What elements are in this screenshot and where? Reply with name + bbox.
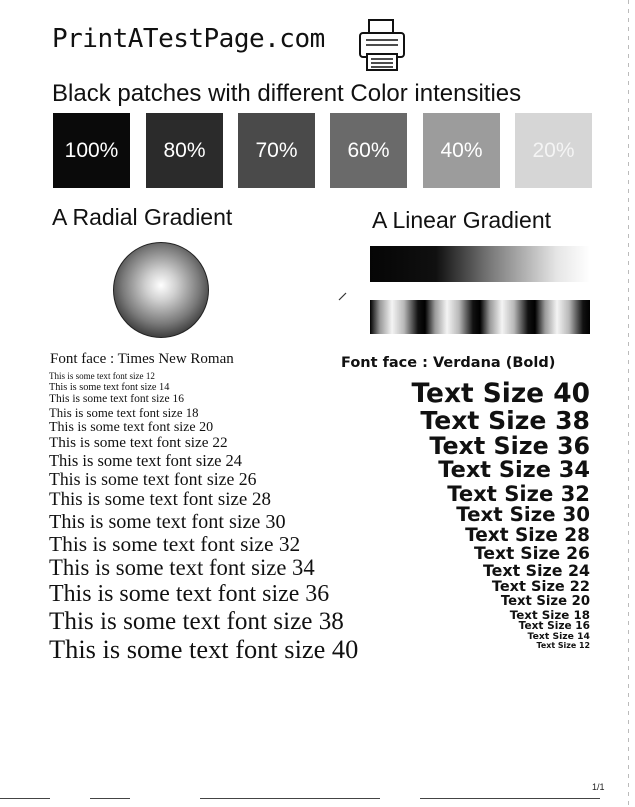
times-sample-line: This is some text font size 14	[49, 381, 170, 393]
times-sample-line: This is some text font size 30	[49, 510, 286, 533]
radial-gradient-heading: A Radial Gradient	[52, 204, 233, 230]
verdana-sample-line: Text Size 24	[482, 560, 590, 580]
times-sample-line: This is some text font size 18	[49, 405, 199, 420]
verdana-sample-line: Text Size 18	[509, 607, 590, 622]
patch-40	[423, 113, 500, 188]
scan-edge-line	[628, 0, 629, 807]
verdana-sample-list	[370, 380, 590, 650]
verdana-font-heading: Font face : Verdana (Bold)	[341, 355, 556, 371]
times-sample-line: This is some text font size 32	[49, 531, 301, 556]
patch-20	[515, 113, 592, 188]
verdana-sample-line: Text Size 14	[527, 631, 590, 643]
times-sample-line: This is some text font size 20	[49, 419, 214, 435]
linear-gradient-heading: A Linear Gradient	[372, 207, 552, 233]
patch-label: 20%	[532, 138, 575, 162]
verdana-sample-line: Text Size 30	[456, 502, 590, 526]
verdana-sample-line: Text Size 38	[420, 405, 590, 435]
patch-80	[146, 113, 223, 188]
linear-gradient-bar	[370, 246, 590, 282]
bottom-scan-line	[0, 798, 635, 799]
verdana-sample-line: Text Size 34	[438, 457, 590, 483]
patches-heading: Black patches with different Color intensities	[52, 80, 522, 107]
times-sample-line: This is some text font size 36	[49, 581, 330, 608]
times-sample-line: This is some text font size 26	[49, 469, 257, 490]
radial-gradient-circle	[113, 242, 209, 338]
patch-label: 60%	[347, 138, 390, 162]
times-sample-line: This is some text font size 12	[49, 371, 155, 381]
verdana-sample-line: Text Size 20	[500, 593, 590, 609]
patch-label: 40%	[440, 138, 483, 162]
patch-100	[53, 113, 130, 188]
page-number: 1/1	[592, 782, 605, 792]
verdana-sample-line: Text Size 26	[473, 543, 590, 564]
times-sample-list	[49, 372, 379, 664]
patch-70	[238, 113, 315, 188]
verdana-sample-line: Text Size 12	[536, 640, 590, 650]
verdana-sample-line: Text Size 36	[429, 432, 590, 461]
times-sample-line: This is some text font size 34	[49, 555, 315, 581]
verdana-sample-line: Text Size 40	[411, 378, 590, 409]
verdana-sample-line: Text Size 32	[447, 480, 590, 506]
patch-label: 100%	[64, 138, 119, 162]
patch-label: 70%	[255, 138, 298, 162]
times-sample-line: This is some text font size 22	[49, 434, 228, 452]
times-sample-line: This is some text font size 38	[49, 607, 344, 635]
patch-label: 80%	[163, 138, 206, 162]
times-font-heading: Font face : Times New Roman	[50, 351, 234, 367]
linear-gradient-repeating-bar	[370, 300, 590, 334]
verdana-sample-line: Text Size 22	[491, 578, 590, 595]
patch-60	[330, 113, 407, 188]
times-sample-line: This is some text font size 28	[49, 488, 271, 510]
pen-mark	[338, 288, 348, 298]
site-title: PrintATestPage.com	[52, 24, 325, 54]
times-sample-line: This is some text font size 24	[49, 451, 243, 471]
printer-icon	[357, 18, 407, 72]
verdana-sample-line: Text Size 16	[518, 620, 590, 633]
times-sample-line: This is some text font size 40	[49, 634, 359, 665]
verdana-sample-line: Text Size 28	[465, 524, 590, 546]
times-sample-line: This is some text font size 16	[49, 393, 184, 406]
